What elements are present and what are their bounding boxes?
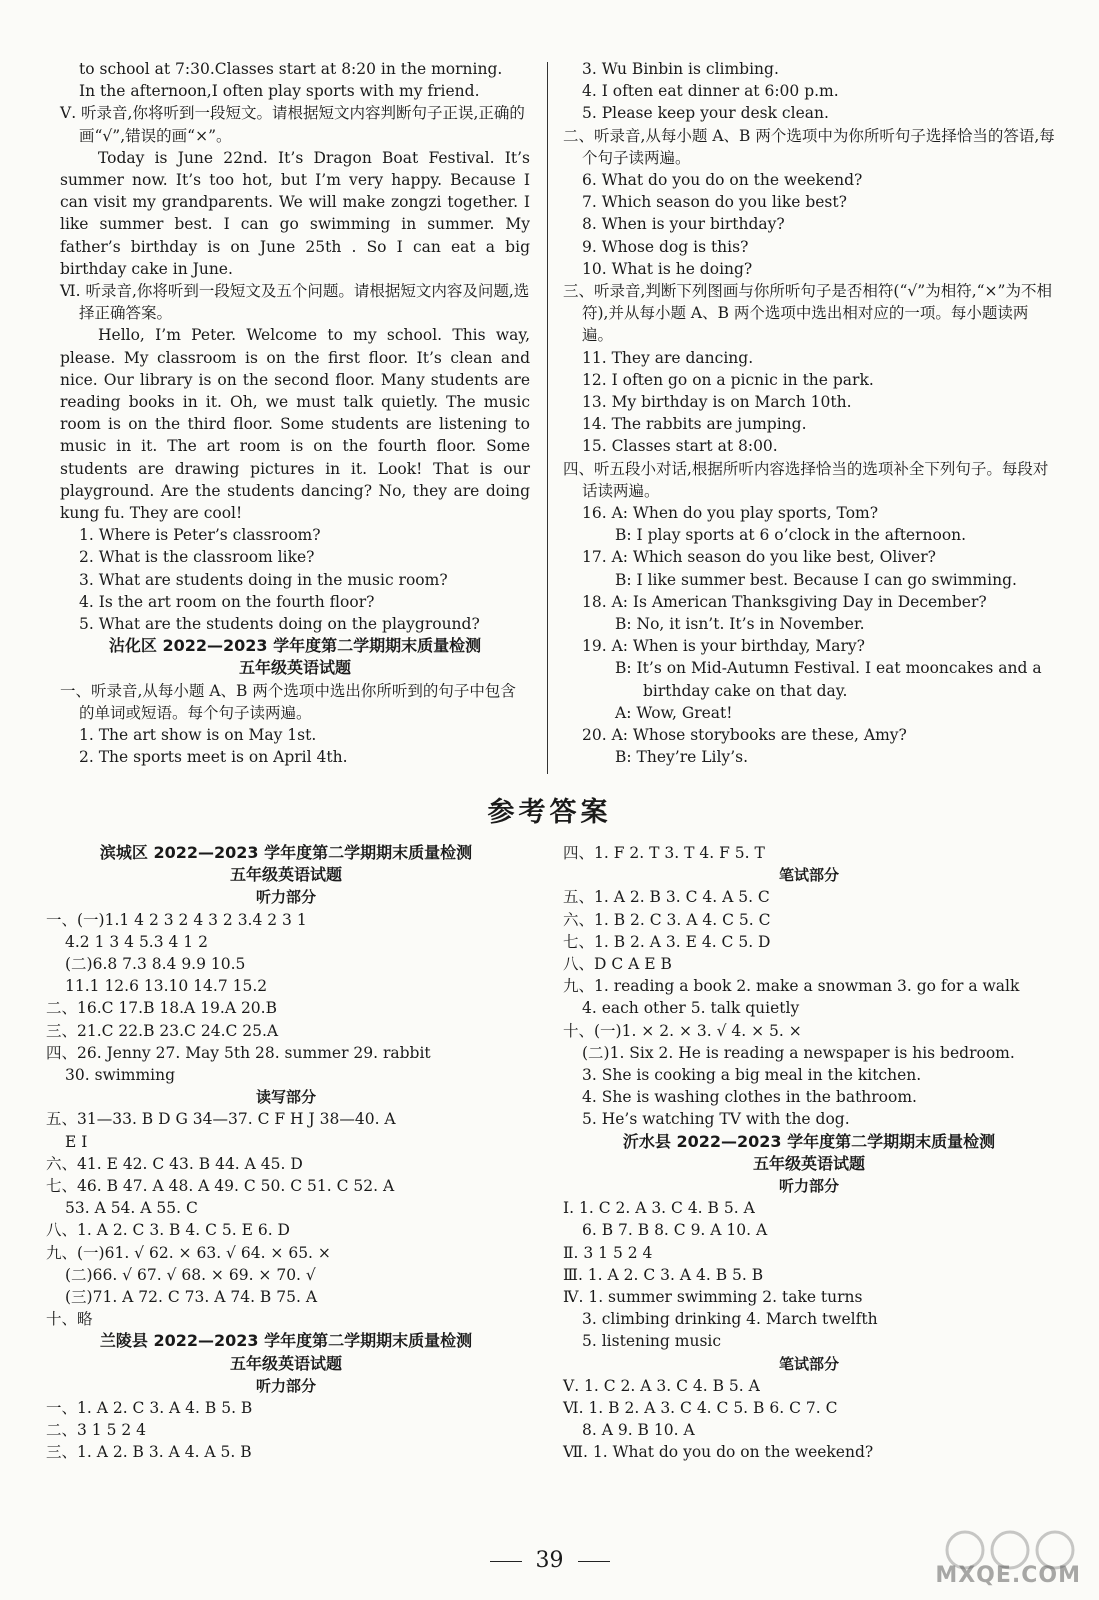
top-left-line: 1. The art show is on May 1st.: [79, 726, 317, 745]
dash-right: [578, 1561, 610, 1562]
answers-right-column: [563, 842, 1055, 1464]
bottom-left-line: 滨城区 2022—2023 学年度第二学期期末质量检测: [99, 843, 473, 862]
exam-text-right-column: [563, 58, 1055, 769]
bottom-left-line: 三、21.C 22.B 23.C 24.C 25.A: [46, 1021, 279, 1040]
top-right-line: 8. When is your birthday?: [582, 215, 785, 234]
bottom-right-line: 十、(一)1. × 2. × 3. √ 4. × 5. ×: [563, 1021, 802, 1040]
top-right-line: B: I play sports at 6 o’clock in the afternoon.: [615, 526, 967, 545]
top-left-line: 1. Where is Peter’s classroom?: [79, 526, 321, 545]
top-right-line: 20. A: Whose storybooks are these, Amy?: [582, 726, 907, 745]
bottom-right-line: 听力部分: [778, 1177, 839, 1196]
bottom-left-line: E I: [65, 1132, 88, 1151]
top-right-line: 5. Please keep your desk clean.: [582, 104, 829, 123]
bottom-left-line: 4.2 1 3 4 5.3 4 1 2: [65, 932, 208, 951]
bottom-right-line: Ⅲ. 1. A 2. C 3. A 4. B 5. B: [563, 1265, 764, 1284]
top-right-line: A: Wow, Great!: [615, 703, 733, 722]
bottom-right-line: 5. He’s watching TV with the dog.: [582, 1110, 850, 1129]
bottom-right-line: 6. B 7. B 8. C 9. A 10. A: [582, 1221, 768, 1240]
bottom-right-line: 8. A 9. B 10. A: [582, 1421, 695, 1440]
top-left-line: 4. Is the art room on the fourth floor?: [79, 592, 375, 611]
bottom-left-line: 二、3 1 5 2 4: [46, 1421, 147, 1440]
dash-left: [490, 1561, 522, 1562]
top-right-line: 二、听录音,从每小题 A、B 两个选项中为你所听句子选择恰当的答语,每个句子读两遍。: [563, 126, 1055, 167]
top-left-line: Ⅴ. 听录音,你将听到一段短文。请根据短文内容判断句子正误,正确的画“√”,错误的画“×”。: [60, 104, 525, 145]
top-right-line: 7. Which season do you like best?: [582, 193, 847, 212]
top-right-line: 12. I often go on a picnic in the park.: [582, 370, 874, 389]
bottom-right-line: (二)1. Six 2. He is reading a newspaper is his bedroom.: [582, 1043, 1015, 1062]
bottom-right-line: Ⅰ. 1. C 2. A 3. C 4. B 5. A: [563, 1199, 755, 1218]
top-right-line: B: I like summer best. Because I can go swimming.: [615, 570, 1017, 589]
bottom-right-line: Ⅱ. 3 1 5 2 4: [563, 1243, 653, 1262]
bottom-right-line: 七、1. B 2. A 3. E 4. C 5. D: [563, 932, 771, 951]
top-right-line: 9. Whose dog is this?: [582, 237, 749, 256]
bottom-right-line: 四、1. F 2. T 3. T 4. F 5. T: [563, 844, 765, 862]
page-number-value: 39: [535, 1548, 564, 1573]
bottom-right-line: 笔试部分: [778, 866, 839, 885]
top-right-line: B: They’re Lily’s.: [615, 748, 748, 767]
bottom-right-line: 3. climbing drinking 4. March twelfth: [582, 1310, 878, 1329]
top-right-line: 11. They are dancing.: [582, 348, 754, 367]
top-right-line: 13. My birthday is on March 10th.: [582, 393, 852, 412]
bottom-left-line: 二、16.C 17.B 18.A 19.A 20.B: [46, 999, 277, 1018]
watermark-text: MXQE.COM: [935, 1563, 1081, 1588]
top-right-line: 三、听录音,判断下列图画与你所听句子是否相符(“√”为相符,“×”为不相符),并从每小题 A、B 两个选项中选出相对应的一项。每小题读两遍。: [563, 282, 1052, 345]
top-right-line: 4. I often eat dinner at 6:00 p.m.: [582, 82, 839, 101]
top-left-line: 3. What are students doing in the music room?: [79, 570, 448, 589]
top-right-line: B: No, it isn’t. It’s in November.: [615, 615, 865, 634]
top-right-line: 15. Classes start at 8:00.: [582, 437, 778, 456]
bottom-left-line: 读写部分: [255, 1088, 316, 1107]
bottom-right-line: 5. listening music: [582, 1332, 722, 1351]
bottom-left-line: 一、1. A 2. C 3. A 4. B 5. B: [46, 1399, 253, 1418]
answers-left-column: [46, 842, 526, 1464]
bottom-left-line: 五年级英语试题: [229, 865, 342, 885]
bottom-left-line: 四、26. Jenny 27. May 5th 28. summer 29. rabbit: [46, 1043, 431, 1062]
bottom-left-line: 五、31—33. B D G 34—37. C F H J 38—40. A: [46, 1110, 396, 1129]
exam-text-left-column: [60, 58, 530, 769]
top-right-line: 四、听五段小对话,根据所听内容选择恰当的选项补全下列句子。每段对话读两遍。: [563, 459, 1049, 500]
bottom-right-line: Ⅴ. 1. C 2. A 3. C 4. B 5. A: [563, 1376, 760, 1395]
bottom-right-line: 五、1. A 2. B 3. C 4. A 5. C: [563, 888, 770, 907]
top-right-line: 10. What is he doing?: [582, 259, 753, 278]
top-left-line: Ⅵ. 听录音,你将听到一段短文及五个问题。请根据短文内容及问题,选择正确答案。: [60, 282, 530, 323]
bottom-left-line: (二)6.8 7.3 8.4 9.9 10.5: [65, 955, 246, 974]
bottom-left-line: 听力部分: [255, 888, 316, 907]
top-left-line: Today is June 22nd. It’s Dragon Boat Festival. It’s summer now. It’s too hot, but I’m very happy. Because I can visit my grandparents. We will make zongzi together. I like summer best. I can go swimming in summer. My father’s birthday is on June 25th . So I can eat a big birthday cake in June.: [60, 148, 530, 278]
bottom-left-line: 兰陵县 2022—2023 学年度第二学期期末质量检测: [99, 1331, 473, 1351]
bottom-right-line: 沂水县 2022—2023 学年度第二学期期末质量检测: [622, 1131, 996, 1151]
top-right-line: 19. A: When is your birthday, Mary?: [582, 637, 865, 656]
top-right-line: 3. Wu Binbin is climbing.: [582, 60, 779, 78]
top-left-line: Hello, I’m Peter. Welcome to my school. This way, please. My classroom is on the first floor. It’s clean and nice. Our library is on the second floor. Many students are reading books in it. Oh, we must talk quietly. The music room is on the third floor. Some students are listening to music in it. The art room is on the fourth floor. Some students are drawing pictures in it. Look! That is our playground. Are the students dancing? No, they are doing kung fu. They are cool!: [60, 326, 530, 523]
top-right-line: 18. A: Is American Thanksgiving Day in December?: [582, 592, 987, 611]
top-right-line: 6. What do you do on the weekend?: [582, 171, 863, 190]
top-left-line: 2. The sports meet is on April 4th.: [79, 748, 348, 767]
bottom-left-line: 30. swimming: [65, 1066, 176, 1085]
top-left-line: 2. What is the classroom like?: [79, 548, 315, 567]
top-right-line: B: It’s on Mid-Autumn Festival. I eat mooncakes and a birthday cake on that day.: [615, 659, 1042, 700]
top-left-line: In the afternoon,I often play sports with my friend.: [79, 82, 480, 101]
bottom-right-line: Ⅳ. 1. summer swimming 2. take turns: [563, 1288, 863, 1307]
bottom-left-line: 九、(一)61. √ 62. × 63. √ 64. × 65. ×: [46, 1243, 331, 1262]
bottom-right-line: Ⅶ. 1. What do you do on the weekend?: [563, 1443, 874, 1462]
bottom-left-line: 11.1 12.6 13.10 14.7 15.2: [65, 977, 268, 996]
bottom-left-line: 三、1. A 2. B 3. A 4. A 5. B: [46, 1443, 252, 1462]
top-left-line: 一、听录音,从每小题 A、B 两个选项中选出你所听到的句子中包含的单词或短语。每个句子读两遍。: [60, 681, 516, 722]
bottom-right-line: 笔试部分: [778, 1354, 839, 1373]
bottom-left-line: 十、略: [46, 1310, 93, 1329]
bottom-right-line: 4. She is washing clothes in the bathroom.: [582, 1088, 917, 1107]
bottom-right-line: 八、D C A E B: [563, 955, 672, 974]
top-left-line: 沾化区 2022—2023 学年度第二学期期末质量检测: [108, 636, 482, 656]
top-right-line: 16. A: When do you play sports, Tom?: [582, 504, 879, 523]
bottom-right-line: 九、1. reading a book 2. make a snowman 3. go for a walk: [563, 977, 1020, 996]
bottom-left-line: 听力部分: [255, 1376, 316, 1395]
top-right-line: 14. The rabbits are jumping.: [582, 415, 807, 434]
top-left-line: 五年级英语试题: [238, 658, 351, 678]
bottom-right-line: 六、1. B 2. C 3. A 4. C 5. C: [563, 910, 771, 929]
bottom-left-line: 53. A 54. A 55. C: [65, 1199, 198, 1218]
bottom-left-line: 六、41. E 42. C 43. B 44. A 45. D: [46, 1154, 303, 1173]
bottom-right-line: 3. She is cooking a big meal in the kitchen.: [582, 1066, 922, 1085]
bottom-left-line: (二)66. √ 67. √ 68. × 69. × 70. √: [65, 1265, 316, 1284]
bottom-left-line: 八、1. A 2. C 3. B 4. C 5. E 6. D: [46, 1221, 290, 1240]
top-right-line: 17. A: Which season do you like best, Oliver?: [582, 548, 936, 567]
column-divider: [547, 62, 548, 774]
bottom-right-line: 4. each other 5. talk quietly: [582, 999, 800, 1018]
top-left-line: to school at 7:30.Classes start at 8:20 in the morning.: [79, 60, 503, 78]
bottom-left-line: 五年级英语试题: [229, 1353, 342, 1373]
answers-title: 参考答案: [487, 797, 612, 828]
bottom-left-line: 七、46. B 47. A 48. A 49. C 50. C 51. C 52. A: [46, 1177, 395, 1196]
bottom-right-line: Ⅵ. 1. B 2. A 3. C 4. C 5. B 6. C 7. C: [563, 1399, 838, 1418]
bottom-left-line: 一、(一)1.1 4 2 3 2 4 3 2 3.4 2 3 1: [46, 910, 307, 929]
bottom-right-line: 五年级英语试题: [752, 1153, 865, 1173]
top-left-line: 5. What are the students doing on the playground?: [79, 615, 480, 634]
bottom-left-line: (三)71. A 72. C 73. A 74. B 75. A: [65, 1288, 318, 1307]
